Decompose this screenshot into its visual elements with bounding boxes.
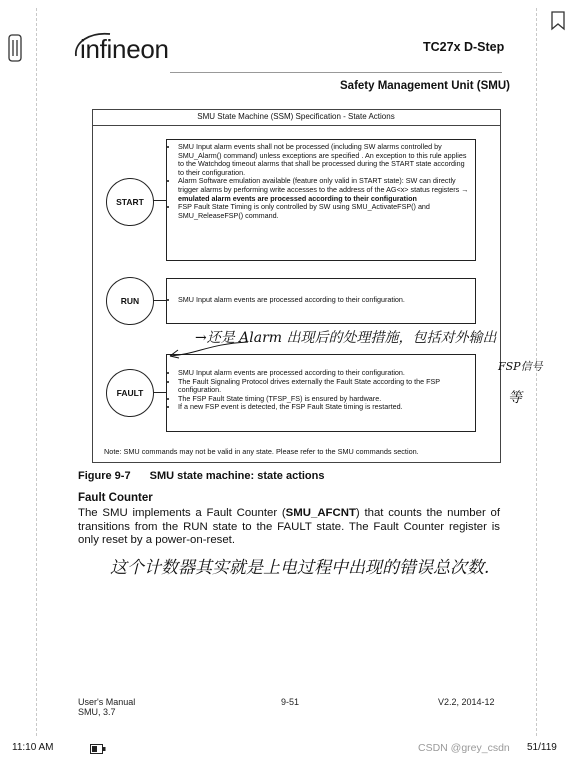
figure-caption-text: SMU state machine: state actions [149, 470, 325, 482]
list-item: • SMU Input alarm events are processed according to their configuration. [178, 369, 469, 378]
start-state-circle [106, 178, 154, 226]
battery-icon [90, 741, 106, 759]
handwritten-underline [168, 340, 388, 360]
figure-caption-number: Figure 9-7 [78, 470, 131, 482]
bookmark-icon[interactable] [550, 10, 566, 32]
header-rule [170, 72, 502, 73]
section-title: Safety Management Unit (SMU) [340, 80, 510, 92]
infineon-logo: infineon [80, 34, 169, 65]
list-item: • SMU Input alarm events shall not be processed (including SW alarms controlled by SMU_Alarm() command) unless exceptions are specified . An exception to this rule applies to the Watchdog timeout alarms that shall be processed during the START state according to their configuration. [178, 143, 469, 177]
list-item: • Alarm Software emulation available (feature only valid in START state): SW can directly trigger alarms by performing write accesses to the address of the AG<x> status registers → emulated alarm events are processed according to their configuration [178, 177, 469, 203]
fault-state-circle [106, 369, 154, 417]
footer-version: V2.2, 2014-12 [438, 697, 495, 707]
handwritten-note-counter: 这个计数器其实就是上电过程中出现的错误总次数. [110, 558, 490, 578]
footer-manual: User's Manual SMU, 3.7 [78, 697, 136, 717]
handwritten-note-fault: →还是 Alarm 出现后的处理措施，包括对外输出 [195, 330, 497, 346]
handwritten-note-fsp: FSP信号 [498, 360, 543, 373]
list-item: • The Fault Signaling Protocol drives externally the Fault State according to the FSP configuration. [178, 378, 469, 395]
start-bullets [164, 143, 469, 220]
sidebar-toggle-icon[interactable] [8, 34, 22, 62]
list-item: • The FSP Fault State timing (TFSP_FS) is ensured by hardware. [178, 395, 469, 404]
run-state-circle [106, 277, 154, 325]
doc-title: TC27x D-Step [423, 40, 505, 54]
section-heading: Fault Counter [78, 492, 153, 504]
list-item: • SMU Input alarm events are processed according to their configuration. [178, 296, 469, 305]
list-item: • FSP Fault State Timing is only controlled by SW using SMU_ActivateFSP() and SMU_ReleaseFSP() command. [178, 203, 469, 220]
figure-title-rule [92, 125, 500, 126]
run-state-label: RUN [120, 296, 140, 306]
page-indicator[interactable]: 51/119 [527, 742, 557, 753]
figure-box-title: SMU State Machine (SSM) Specification - State Actions [197, 112, 395, 121]
handwritten-note-etc: 等 [508, 390, 522, 406]
fault-state-label: FAULT [116, 388, 144, 398]
fault-bullets [164, 369, 469, 412]
figure-caption [78, 470, 324, 482]
run-bullets [164, 296, 469, 305]
status-time: 11:10 AM [12, 742, 54, 753]
footer-page-number: 9-51 [281, 697, 300, 707]
section-paragraph: The SMU implements a Fault Counter (SMU_AFCNT) that counts the number of transitions from the RUN state to the FAULT state. The Fault Counter register is only reset by a power-on-reset. [78, 507, 500, 547]
start-state-label: START [116, 197, 144, 207]
list-item: • If a new FSP event is detected, the FSP Fault State timing is restarted. [178, 403, 469, 412]
csdn-watermark: CSDN @grey_csdn [418, 742, 510, 754]
figure-note: Note: SMU commands may not be valid in any state. Please refer to the SMU commands section. [104, 447, 419, 456]
left-margin-guide [36, 8, 37, 736]
